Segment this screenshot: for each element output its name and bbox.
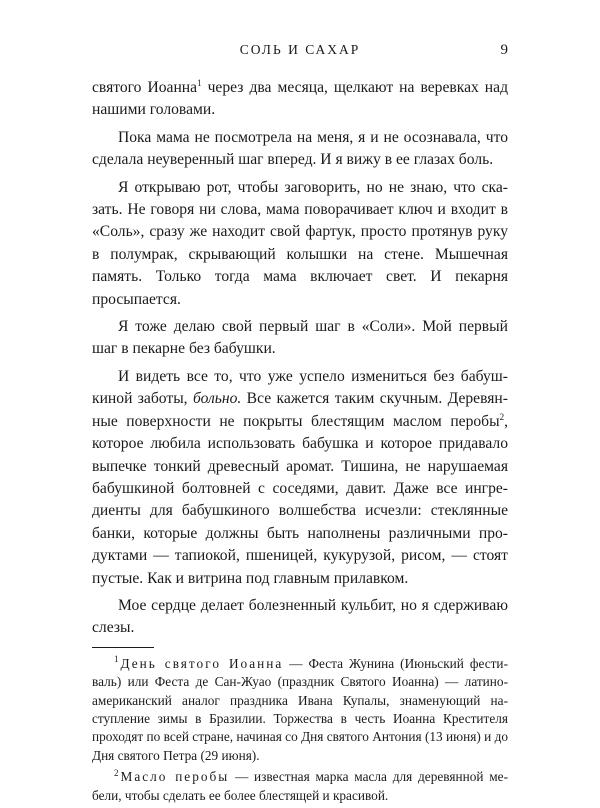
paragraph-5-text-c: , которое любила использовать бабушка и которое придавало выпечке тонкий древесный аромат. Тишина, не нарушаемая бабушкиной болтовней с соседями, давит. Даже все ингредиенты для бабушкиного волшебства исчезли: стеклянные банки, которые должны быть наполнены различными продуктами — тапиокой, пшеницей, кукурузой, рисом, — стоят пустые. Как и витрина под главным прилавком. [92, 412, 508, 587]
paragraph-4: Я тоже делаю свой первый шаг в «Соли». Мой первый шаг в пекарне без бабушки. [92, 318, 508, 358]
footnote-1-text: — Феста Жунина (Июньский фестиваль) или Феста де Сан-Жуао (праздник Святого Иоанна) — латиноамериканский аналог праздника Ивана Купалы, знаменующий наступление зимы в Бразилии. Торжества в честь Иоанна Крестителя проходят по всей стране, начиная со Дня святого Антония (13 июня) и до Дня святого Петра (29 июня). [92, 655, 508, 763]
footnote-1-term: День святого Иоанна [120, 655, 284, 671]
paragraph-5 [92, 366, 508, 590]
footnote-ref-2: 2 [499, 411, 505, 422]
book-title-header: СОЛЬ И САХАР [239, 42, 361, 57]
footnotes [92, 655, 508, 805]
footnote-1-mark: 1 [114, 654, 119, 665]
running-header [92, 40, 508, 60]
footnote-ref-1: 1 [197, 77, 202, 88]
paragraph-5-text-a: И видеть все то, что уже успело измениться без бабушкиной заботы, [92, 367, 508, 408]
paragraph-5-text-b: Все кажется таким скучным. Деревянные поверхности не покрыты блестящим маслом перобы [92, 390, 508, 430]
body-text [92, 77, 508, 640]
footnote-1 [92, 655, 508, 765]
footnote-2-term: Масло перобы [120, 769, 230, 785]
book-page [92, 40, 508, 808]
paragraph-6: Мое сердце делает болезненный кульбит, но я сдерживаю слезы. [92, 596, 508, 637]
paragraph-1 [92, 77, 508, 122]
paragraph-5-emphasis: больно. [192, 390, 242, 408]
paragraph-1-text-b: через два месяца, щелкают на веревках над нашими головами. [92, 79, 508, 119]
footnote-2-text: — известная марка масла для деревянной мебели, чтобы сделать ее более блестящей и красивой. [92, 769, 508, 803]
paragraph-2: Пока мама не посмотрела на меня, я и не осознавала, что сделала неуверенный шаг вперед. И я вижу в ее глазах боль. [92, 128, 508, 169]
footnote-2-mark: 2 [114, 767, 119, 778]
footnote-2 [92, 768, 508, 805]
paragraph-3: Я открываю рот, чтобы заговорить, но не знаю, что сказать. Не говоря ни слова, мама поворачивает ключ и входит в «Соль», сразу же находит свой фартук, просто протянув руку в полумрак, скрывающий колышки на стене. Мышечная память. Только тогда мама включает свет. И пекарня просыпается. [92, 178, 508, 308]
page-number: 9 [500, 42, 508, 58]
footnote-divider [92, 647, 154, 648]
paragraph-1-text-a: святого Иоанна [92, 79, 198, 96]
